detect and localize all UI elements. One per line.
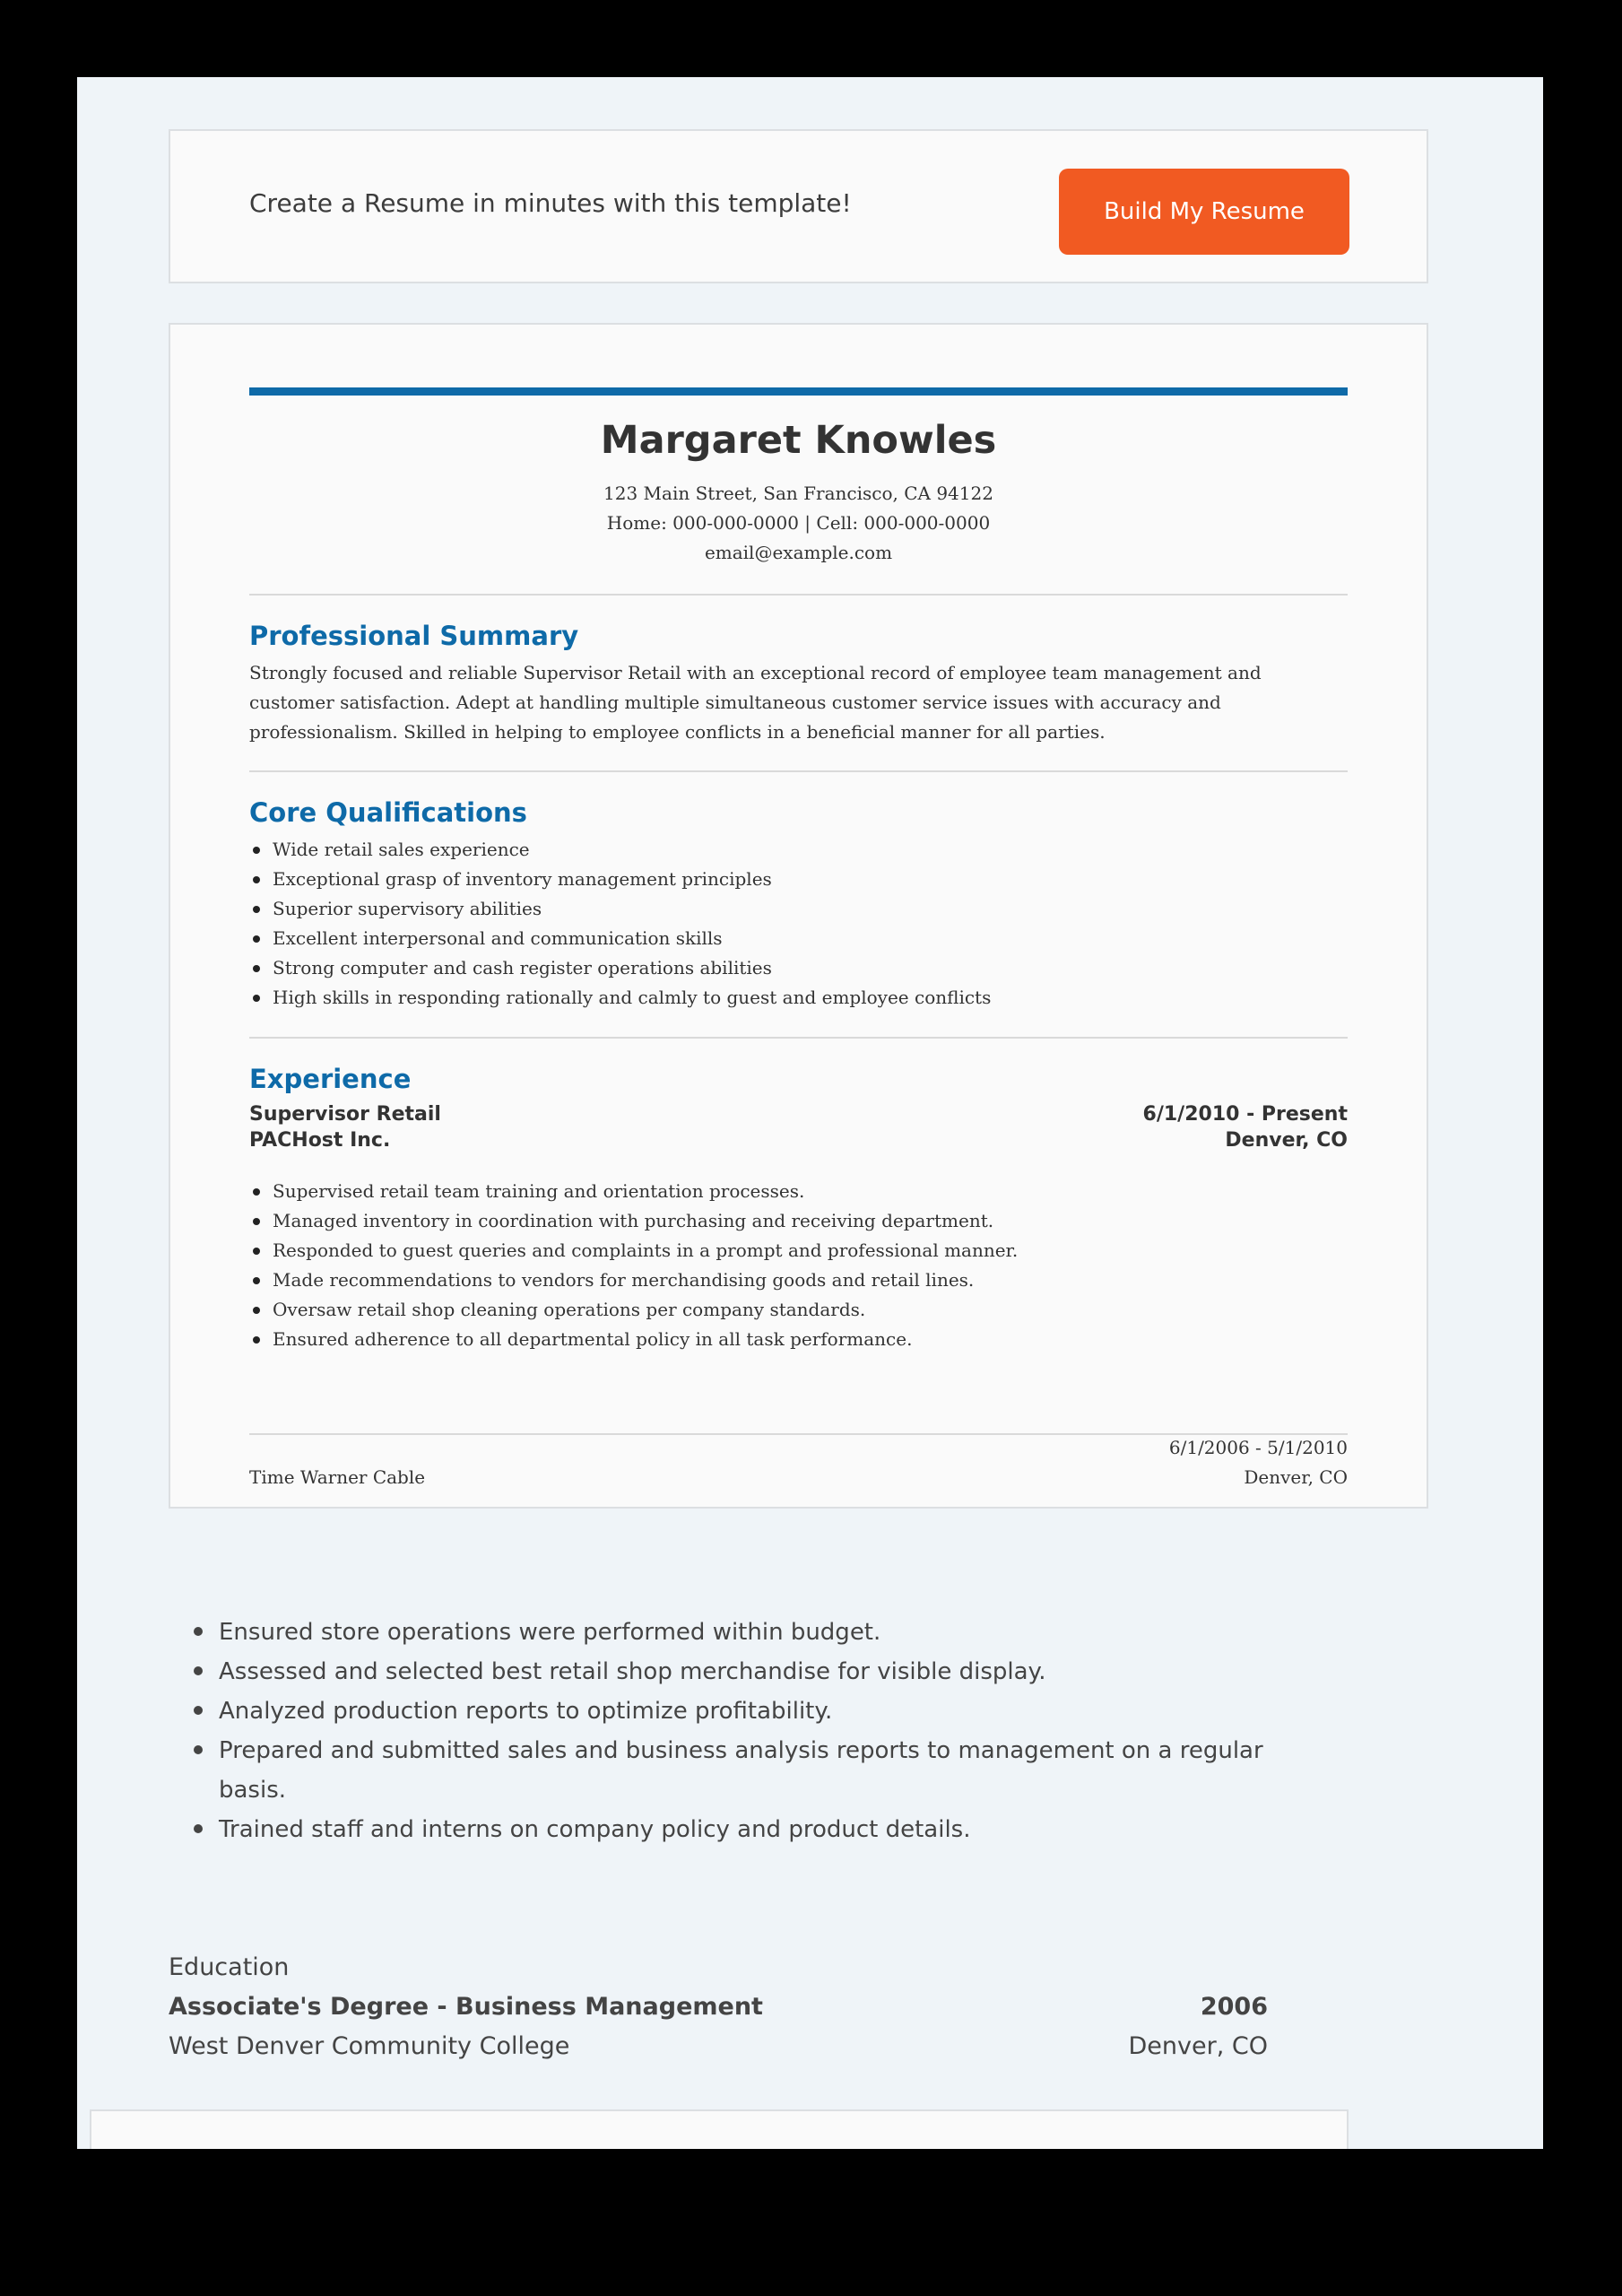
address: 123 Main Street, San Francisco, CA 94122 <box>603 483 993 504</box>
page <box>77 77 1543 2149</box>
list-item: Prepared and submitted sales and business analysis reports to management on a regular basis. <box>192 1731 1268 1810</box>
build-my-resume-button[interactable]: Build My Resume <box>1059 169 1349 255</box>
education-degree-row <box>169 1993 1268 2021</box>
section-title-experience: Experience <box>249 1064 412 1094</box>
list-item: High skills in responding rationally and calmly to guest and employee conflicts <box>249 983 1348 1013</box>
divider <box>249 1037 1348 1039</box>
section-title-summary: Professional Summary <box>249 621 579 651</box>
list-item: Strong computer and cash register operations abilities <box>249 953 1348 983</box>
job-bullets <box>249 1177 1348 1354</box>
divider <box>249 770 1348 772</box>
school: West Denver Community College <box>169 2032 570 2060</box>
phone-numbers: Home: 000-000-0000 | Cell: 000-000-0000 <box>606 512 991 534</box>
job-dates: 6/1/2006 - 5/1/2010 <box>1168 1437 1348 1458</box>
list-item: Trained staff and interns on company policy and product details. <box>192 1810 1268 1849</box>
candidate-name: Margaret Knowles <box>600 418 997 463</box>
header-accent-bar <box>249 387 1348 396</box>
divider <box>249 594 1348 596</box>
list-item: Assessed and selected best retail shop merchandise for visible display. <box>192 1652 1268 1692</box>
list-item: Analyzed production reports to optimize profitability. <box>192 1692 1268 1731</box>
resume-card <box>169 323 1428 1509</box>
summary-text: Strongly focused and reliable Supervisor Retail with an exceptional record of employee team management and customer satisfaction. Adept at handling multiple simultaneous customer service issues with accuracy and professionalism. Skilled in helping to employee conflicts in a beneficial manner for all parties. <box>249 662 1262 743</box>
qualifications-list <box>249 835 1348 1013</box>
job-header <box>249 1103 1348 1126</box>
list-item: Made recommendations to vendors for merchandising goods and retail lines. <box>249 1265 1348 1295</box>
list-item: Ensured store operations were performed within budget. <box>192 1613 1268 1652</box>
job-bullets-overflow <box>192 1613 1268 1849</box>
graduation-year: 2006 <box>1200 1993 1268 2021</box>
section-title-education: Education <box>169 1953 290 1981</box>
education-school-row <box>169 2032 1268 2060</box>
job-location: Denver, CO <box>1244 1466 1348 1488</box>
list-item: Managed inventory in coordination with purchasing and receiving department. <box>249 1206 1348 1236</box>
list-item: Oversaw retail shop cleaning operations per company standards. <box>249 1295 1348 1325</box>
list-item: Responded to guest queries and complaints in a prompt and professional manner. <box>249 1236 1348 1265</box>
school-location: Denver, CO <box>1128 2032 1268 2060</box>
list-item: Wide retail sales experience <box>249 835 1348 865</box>
list-item: Superior supervisory abilities <box>249 894 1348 924</box>
section-title-qualifications: Core Qualifications <box>249 797 527 828</box>
job-dates: 6/1/2010 - Present <box>1142 1103 1348 1126</box>
job-title: Supervisor Retail <box>249 1103 441 1126</box>
job-company-row <box>249 1129 1348 1152</box>
job-location: Denver, CO <box>1225 1129 1348 1152</box>
next-card-edge <box>90 2109 1349 2149</box>
degree: Associate's Degree - Business Management <box>169 1993 763 2021</box>
list-item: Supervised retail team training and orientation processes. <box>249 1177 1348 1206</box>
list-item: Excellent interpersonal and communication skills <box>249 924 1348 953</box>
job-company-row <box>249 1466 1348 1488</box>
job-dates-row <box>249 1437 1348 1458</box>
cta-banner <box>169 129 1428 283</box>
list-item: Ensured adherence to all departmental policy in all task performance. <box>249 1325 1348 1354</box>
list-item: Exceptional grasp of inventory management principles <box>249 865 1348 894</box>
job-company: PACHost Inc. <box>249 1129 391 1152</box>
job-company: Time Warner Cable <box>249 1466 426 1488</box>
email: email@example.com <box>704 542 893 563</box>
cta-text: Create a Resume in minutes with this template! <box>249 188 852 218</box>
divider <box>249 1433 1348 1435</box>
